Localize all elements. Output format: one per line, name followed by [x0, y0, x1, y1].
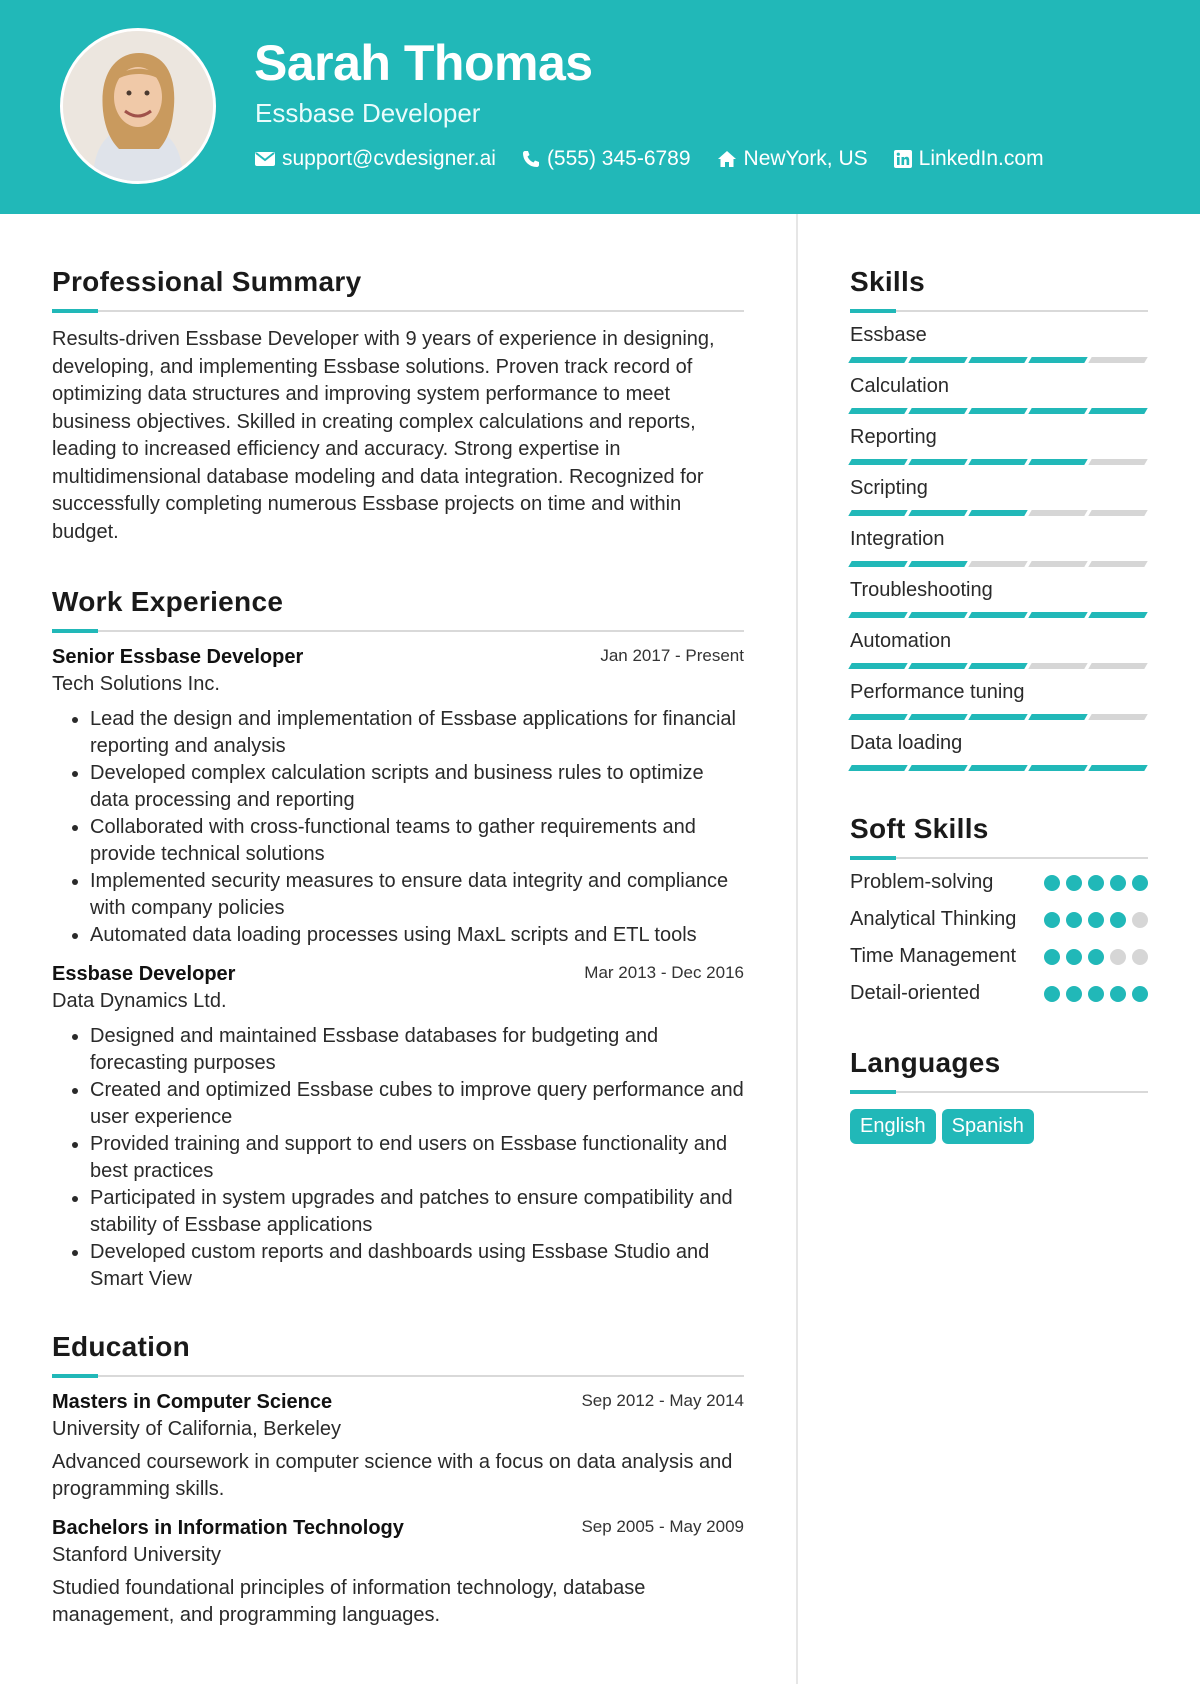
- skill-item: [850, 526, 1148, 567]
- skill-level-segment: [1028, 510, 1087, 516]
- skill-level-segment: [968, 765, 1027, 771]
- skill-level-segment: [848, 612, 907, 618]
- contact-email-text: support@cvdesigner.ai: [282, 147, 496, 170]
- contact-email[interactable]: [255, 147, 496, 171]
- job-bullets: [52, 706, 744, 949]
- skill-level-segment: [968, 357, 1027, 363]
- skill-level-segment: [1028, 357, 1087, 363]
- home-icon: [717, 150, 737, 168]
- skill-level-segment: [848, 714, 907, 720]
- job-bullet: • Provided training and support to end users on Essbase functionality and best practices: [90, 1131, 744, 1185]
- skill-level-segment: [1088, 765, 1147, 771]
- candidate-title: Essbase Developer: [255, 98, 481, 128]
- contact-list: [255, 147, 1044, 171]
- rating-dot: [1110, 949, 1126, 965]
- skill-name: Scripting: [850, 477, 928, 499]
- contact-phone-text: (555) 345-6789: [546, 147, 691, 170]
- skill-level-segment: [908, 459, 967, 465]
- education-entry: [52, 1391, 744, 1503]
- job-company: Data Dynamics Ltd.: [52, 990, 227, 1012]
- contact-location: [717, 147, 868, 171]
- job-bullet: • Automated data loading processes using MaxL scripts and ETL tools: [90, 922, 744, 949]
- skill-name: Automation: [850, 630, 952, 652]
- soft-skills-section: [850, 813, 1148, 1007]
- job-dates: Jan 2017 - Present: [600, 646, 744, 665]
- skill-item: [850, 373, 1148, 414]
- skill-level-segment: [848, 765, 907, 771]
- skill-level-segment: [908, 357, 967, 363]
- soft-skill-item: [850, 906, 1148, 933]
- job-entry: [52, 646, 744, 949]
- skill-level-bar: [850, 663, 1148, 669]
- envelope-icon: [255, 151, 275, 167]
- person-portrait-icon: [63, 31, 213, 181]
- main-column: [52, 214, 744, 1629]
- rating-dot: [1044, 875, 1060, 891]
- skills-list: [850, 322, 1148, 771]
- skill-level-segment: [1028, 663, 1087, 669]
- skill-level-segment: [1088, 714, 1147, 720]
- skill-name: Calculation: [850, 375, 949, 397]
- skill-name: Performance tuning: [850, 681, 1025, 703]
- skill-item: [850, 322, 1148, 363]
- soft-skill-rating: [1044, 986, 1148, 1002]
- job-bullet: • Collaborated with cross-functional teams to gather requirements and provide technical solutions: [90, 814, 744, 868]
- summary-section: [52, 266, 744, 546]
- skill-name: Troubleshooting: [850, 579, 993, 601]
- skill-level-segment: [1028, 561, 1087, 567]
- skill-level-segment: [908, 510, 967, 516]
- rating-dot: [1066, 949, 1082, 965]
- job-bullets: [52, 1023, 744, 1293]
- rating-dot: [1044, 986, 1060, 1002]
- job-bullet: • Lead the design and implementation of Essbase applications for financial reporting and analysis: [90, 706, 744, 760]
- skill-level-bar: [850, 459, 1148, 465]
- education-description: Studied foundational principles of information technology, database management, and programming languages.: [52, 1577, 646, 1626]
- degree-title: Bachelors in Information Technology: [52, 1517, 404, 1539]
- skill-level-segment: [1088, 459, 1147, 465]
- skill-name: Data loading: [850, 732, 963, 754]
- section-rule: [850, 310, 1148, 312]
- experience-section: [52, 586, 744, 1293]
- skill-level-segment: [1028, 408, 1087, 414]
- side-column: [850, 214, 1148, 1144]
- skill-level-bar: [850, 612, 1148, 618]
- rating-dot: [1066, 986, 1082, 1002]
- skill-level-segment: [968, 408, 1027, 414]
- rating-dot: [1132, 986, 1148, 1002]
- skill-level-segment: [1028, 714, 1087, 720]
- skill-level-segment: [908, 408, 967, 414]
- skill-level-bar: [850, 765, 1148, 771]
- skill-level-segment: [968, 459, 1027, 465]
- soft-skill-item: [850, 943, 1148, 970]
- soft-skill-name: Time Management: [850, 945, 1016, 967]
- soft-skill-rating: [1044, 949, 1148, 965]
- rating-dot: [1088, 949, 1104, 965]
- rating-dot: [1044, 949, 1060, 965]
- job-bullet: • Implemented security measures to ensure data integrity and compliance with company policies: [90, 868, 744, 922]
- skill-item: [850, 730, 1148, 771]
- rating-dot: [1110, 986, 1126, 1002]
- experience-heading: Work Experience: [52, 586, 284, 617]
- skill-level-segment: [848, 459, 907, 465]
- soft-skill-rating: [1044, 912, 1148, 928]
- rating-dot: [1110, 875, 1126, 891]
- skill-name: Integration: [850, 528, 945, 550]
- section-rule: [52, 310, 744, 312]
- skill-level-segment: [848, 510, 907, 516]
- job-bullet: • Participated in system upgrades and patches to ensure compatibility and stability of Essbase applications: [90, 1185, 744, 1239]
- skill-level-segment: [968, 612, 1027, 618]
- soft-skill-name: Problem-solving: [850, 871, 994, 893]
- contact-linkedin-text: LinkedIn.com: [918, 147, 1044, 170]
- rating-dot: [1132, 912, 1148, 928]
- language-tag: English: [850, 1109, 936, 1144]
- skill-level-segment: [968, 510, 1027, 516]
- soft-skill-item: [850, 980, 1148, 1007]
- skill-level-segment: [1088, 510, 1147, 516]
- language-tag: Spanish: [942, 1109, 1034, 1144]
- soft-skills-heading: Soft Skills: [850, 813, 989, 844]
- section-rule: [52, 1375, 744, 1377]
- section-rule: [850, 857, 1148, 859]
- skill-level-segment: [1088, 561, 1147, 567]
- skill-level-segment: [848, 357, 907, 363]
- education-dates: Sep 2012 - May 2014: [581, 1391, 744, 1410]
- skill-level-segment: [1028, 612, 1087, 618]
- languages-section: [850, 1047, 1148, 1144]
- skill-level-bar: [850, 561, 1148, 567]
- job-entry: [52, 963, 744, 1293]
- skill-level-segment: [908, 561, 967, 567]
- job-title: Essbase Developer: [52, 963, 236, 985]
- contact-location-text: NewYork, US: [743, 147, 868, 170]
- section-rule: [850, 1091, 1148, 1093]
- education-entry: [52, 1517, 744, 1629]
- skill-level-segment: [908, 663, 967, 669]
- skill-level-segment: [908, 612, 967, 618]
- job-bullet: • Designed and maintained Essbase databases for budgeting and forecasting purposes: [90, 1023, 744, 1077]
- skill-item: [850, 475, 1148, 516]
- skill-level-segment: [968, 663, 1027, 669]
- rating-dot: [1088, 912, 1104, 928]
- rating-dot: [1132, 949, 1148, 965]
- candidate-name: Sarah Thomas: [254, 35, 593, 91]
- skill-item: [850, 577, 1148, 618]
- skill-name: Essbase: [850, 324, 927, 346]
- skill-level-segment: [968, 561, 1027, 567]
- skill-level-segment: [848, 561, 907, 567]
- skill-level-segment: [1088, 357, 1147, 363]
- rating-dot: [1066, 875, 1082, 891]
- contact-linkedin[interactable]: [894, 147, 1044, 171]
- skill-level-bar: [850, 510, 1148, 516]
- job-company: Tech Solutions Inc.: [52, 673, 220, 695]
- skill-level-bar: [850, 408, 1148, 414]
- linkedin-icon: [894, 150, 912, 168]
- skill-item: [850, 679, 1148, 720]
- skill-level-segment: [848, 663, 907, 669]
- soft-skill-item: [850, 869, 1148, 896]
- skill-level-segment: [908, 714, 967, 720]
- skill-level-bar: [850, 714, 1148, 720]
- education-dates: Sep 2005 - May 2009: [581, 1517, 744, 1536]
- skill-name: Reporting: [850, 426, 937, 448]
- school-name: Stanford University: [52, 1544, 221, 1566]
- skill-level-segment: [1088, 408, 1147, 414]
- summary-heading: Professional Summary: [52, 266, 362, 297]
- school-name: University of California, Berkeley: [52, 1418, 341, 1440]
- summary-text: Results-driven Essbase Developer with 9 years of experience in designing, developing, and implementing Essbase solutions. Proven track record of optimizing data structures and improving system performance to meet business objectives. Skilled in creating complex calculations and reports, leading to increased efficiency and accuracy. Strong expertise in multidimensional database modeling and data integration. Recognized for successfully completing numerous Essbase projects on time and within budget.: [52, 328, 715, 543]
- job-title: Senior Essbase Developer: [52, 646, 304, 668]
- skill-level-segment: [1028, 765, 1087, 771]
- phone-icon: [522, 150, 540, 168]
- skill-level-segment: [1088, 612, 1147, 618]
- job-bullet: • Developed complex calculation scripts and business rules to optimize data processing and reporting: [90, 760, 744, 814]
- job-dates: Mar 2013 - Dec 2016: [584, 963, 744, 982]
- skill-level-bar: [850, 357, 1148, 363]
- education-heading: Education: [52, 1331, 191, 1362]
- skill-level-segment: [848, 408, 907, 414]
- column-divider: [796, 214, 798, 1684]
- job-bullet: • Created and optimized Essbase cubes to improve query performance and user experience: [90, 1077, 744, 1131]
- contact-phone[interactable]: [522, 147, 691, 171]
- skill-level-segment: [1088, 663, 1147, 669]
- skill-level-segment: [968, 714, 1027, 720]
- rating-dot: [1066, 912, 1082, 928]
- education-description: Advanced coursework in computer science with a focus on data analysis and programming skills.: [52, 1451, 733, 1500]
- soft-skills-list: [850, 869, 1148, 1007]
- profile-photo: [60, 28, 216, 184]
- soft-skill-name: Detail-oriented: [850, 982, 981, 1004]
- skills-heading: Skills: [850, 266, 925, 297]
- skill-level-segment: [908, 765, 967, 771]
- degree-title: Masters in Computer Science: [52, 1391, 333, 1413]
- soft-skill-rating: [1044, 875, 1148, 891]
- language-tags: [850, 1109, 1148, 1144]
- languages-heading: Languages: [850, 1047, 1001, 1078]
- rating-dot: [1110, 912, 1126, 928]
- skill-item: [850, 628, 1148, 669]
- rating-dot: [1132, 875, 1148, 891]
- rating-dot: [1044, 912, 1060, 928]
- job-bullet: • Developed custom reports and dashboards using Essbase Studio and Smart View: [90, 1239, 744, 1293]
- resume-header: [0, 0, 1200, 214]
- soft-skill-name: Analytical Thinking: [850, 908, 1017, 930]
- skill-item: [850, 424, 1148, 465]
- skills-section: [850, 266, 1148, 771]
- section-rule: [52, 630, 744, 632]
- rating-dot: [1088, 986, 1104, 1002]
- rating-dot: [1088, 875, 1104, 891]
- education-section: [52, 1331, 744, 1629]
- skill-level-segment: [1028, 459, 1087, 465]
